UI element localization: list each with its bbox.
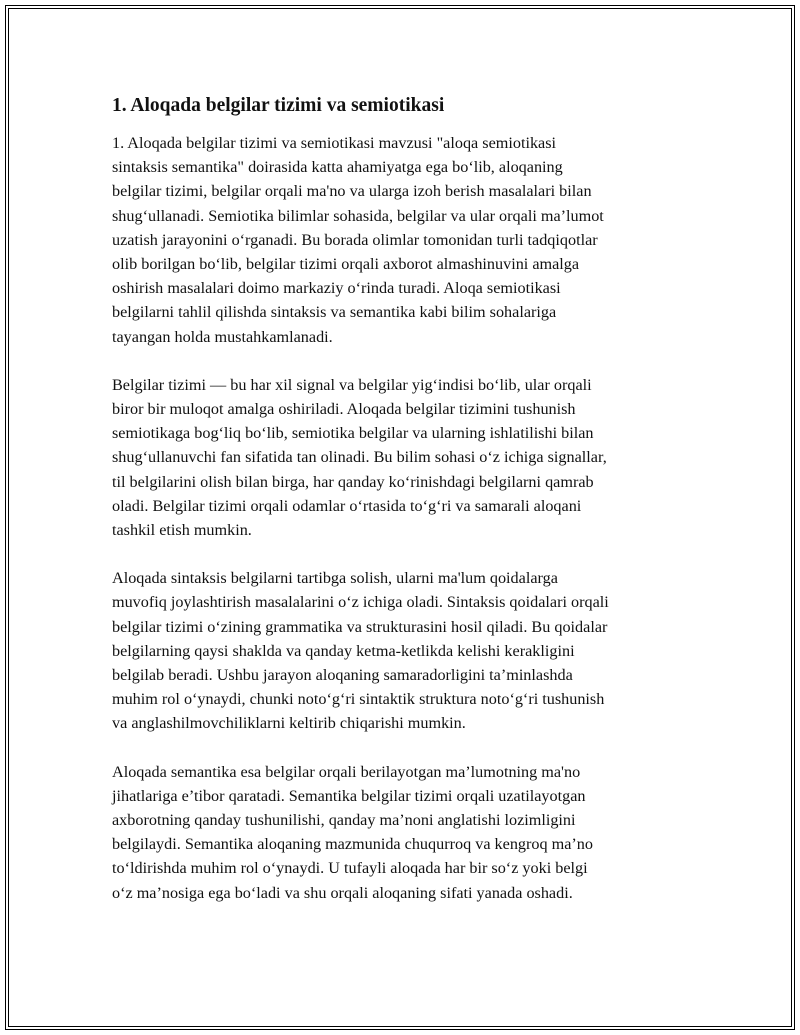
paragraph-3 [112,566,690,735]
text-line: axborotning qanday tushunilishi, qanday ma’noni anglatishi lozimligini [112,811,576,830]
text-line: belgilar tizimi, belgilar orqali ma'no va ularga izoh berish masalalari bilan [112,182,592,201]
text-line: to‘ldirishda muhim rol o‘ynaydi. U tufayli aloqada har bir so‘z yoki belgi [112,859,588,878]
text-line: 1. Aloqada belgilar tizimi va semiotikasi mavzusi "aloqa semiotikasi [112,134,557,152]
text-line: belgilab beradi. Ushbu jarayon aloqaning samaradorligini ta’minlashda [112,666,573,685]
text-line: belgilarning qaysi shaklda va qanday ketma-ketlikda kelishi kerakligini [112,641,575,660]
text-line: semiotikaga bog‘liq bo‘lib, semiotika belgilar va ularning ishlatilishi bilan [112,424,594,443]
document-body [112,92,690,929]
text-line: Aloqada sintaksis belgilarni tartibga solish, ularni ma'lum qoidalarga [112,569,558,588]
text-line: belgilaydi. Semantika aloqaning mazmunida chuqurroq va kengroq ma’no [112,835,593,854]
text-line: belgilar tizimi o‘zining grammatika va strukturasini hosil qiladi. Bu qoidalar [112,617,608,636]
text-line: va anglashilmovchiliklarni keltirib chiqarishi mumkin. [112,714,466,733]
text-line: muhim rol o‘ynaydi, chunki noto‘g‘ri sintaktik struktura noto‘g‘ri tushunish [112,690,605,709]
text-line: muvofiq joylashtirish masalalarini o‘z ichiga oladi. Sintaksis qoidalari orqali [112,593,609,612]
text-line: uzatish jarayonini o‘rganadi. Bu borada olimlar tomonidan turli tadqiqotlar [112,230,598,249]
paragraph-1 [112,131,690,349]
paragraph-2 [112,373,690,542]
text-line: tashkil etish mumkin. [112,521,252,540]
text-line: biror bir muloqot amalga oshiriladi. Aloqada belgilar tizimini tushunish [112,400,576,419]
text-line: jihatlariga e’tibor qaratadi. Semantika belgilar tizimi orqali uzatilayotgan [112,786,586,805]
text-line: shug‘ullanadi. Semiotika bilimlar sohasida, belgilar va ular orqali ma’lumot [112,206,604,225]
text-line: Aloqada semantika esa belgilar orqali berilayotgan ma’lumotning ma'no [112,762,581,781]
text-line: til belgilarini olish bilan birga, har qanday ko‘rinishdagi belgilarni qamrab [112,472,594,491]
text-line: shug‘ullanuvchi fan sifatida tan olinadi. Bu bilim sohasi o‘z ichiga signallar, [112,448,607,467]
text-line: tayangan holda mustahkamlanadi. [112,327,333,346]
text-line: oladi. Belgilar tizimi orqali odamlar o‘rtasida to‘g‘ri va samarali aloqani [112,496,582,515]
text-line: sintaksis semantika" doirasida katta ahamiyatga ega bo‘lib, aloqaning [112,158,563,177]
paragraph-4 [112,760,690,905]
text-line: olib borilgan bo‘lib, belgilar tizimi orqali axborot almashinuvini amalga [112,255,580,274]
text-line: o‘z ma’nosiga ega bo‘ladi va shu orqali aloqaning sifati yanada oshadi. [112,883,573,902]
text-line: Belgilar tizimi — bu har xil signal va belgilar yig‘indisi bo‘lib, ular orqali [112,375,592,394]
document-title: 1. Aloqada belgilar tizimi va semiotikasi [112,95,445,116]
text-line: belgilarni tahlil qilishda sintaksis va semantika kabi bilim sohalariga [112,303,557,322]
text-line: oshirish masalalari doimo markaziy o‘rinda turadi. Aloqa semiotikasi [112,279,561,298]
